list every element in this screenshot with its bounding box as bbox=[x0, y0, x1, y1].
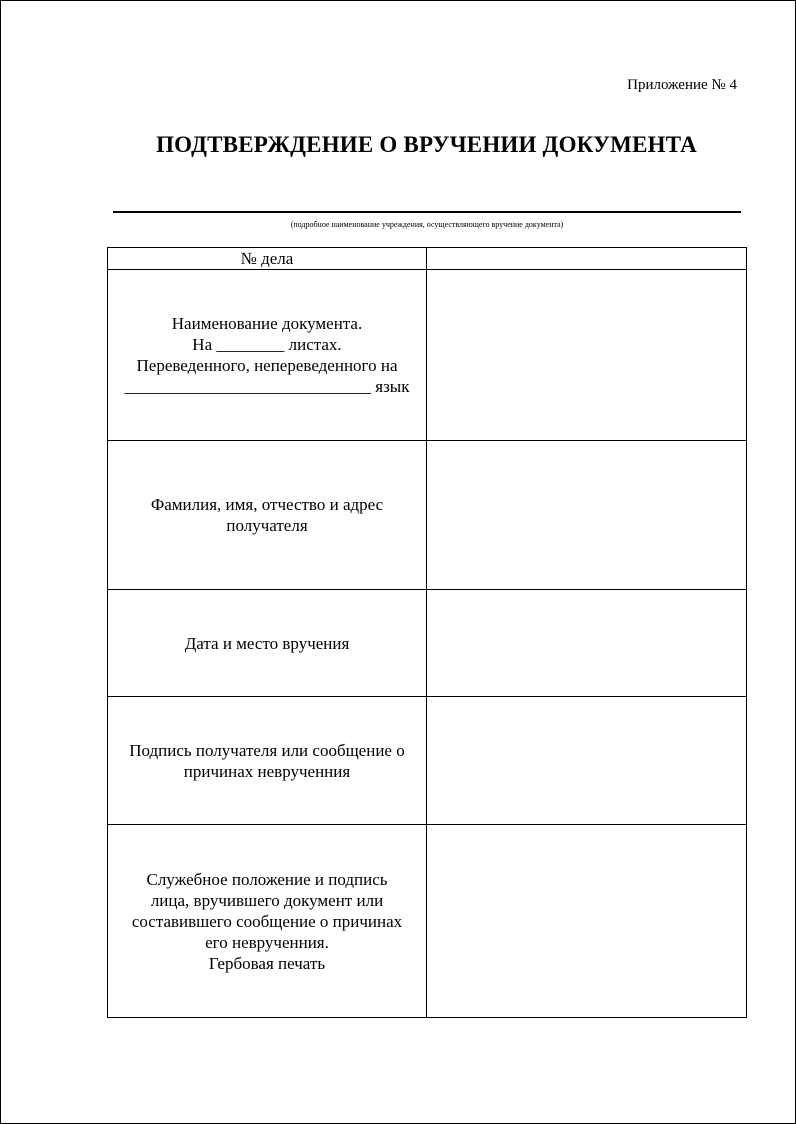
organization-caption: (подробное наименование учреждения, осуществляющего вручение документа) bbox=[290, 220, 564, 229]
document-name-label: Наименование документа. bbox=[171, 314, 363, 333]
signature-label-line2: причинах неврученния bbox=[183, 761, 351, 781]
document-value-cell[interactable] bbox=[427, 270, 747, 441]
table-row-case-number bbox=[108, 248, 747, 270]
official-label-line3: составившего сообщение о причинах bbox=[131, 911, 403, 931]
document-label-cell bbox=[108, 270, 427, 441]
official-value-cell[interactable] bbox=[427, 825, 747, 1018]
case-number-value-cell[interactable] bbox=[427, 248, 747, 270]
official-seal-label: Гербовая печать bbox=[208, 953, 326, 973]
translation-label: Переведенного, непереведенного на bbox=[136, 356, 398, 375]
table-row-recipient bbox=[108, 441, 747, 590]
official-label-line2: лица, вручившего документ или bbox=[150, 890, 384, 910]
table-row-document bbox=[108, 270, 747, 441]
date-value-cell[interactable] bbox=[427, 590, 747, 697]
official-label-line4: его неврученния. bbox=[205, 932, 329, 952]
date-place-label: Дата и место вручения bbox=[184, 633, 350, 653]
table-row-date bbox=[108, 590, 747, 697]
case-number-label: № дела bbox=[108, 248, 427, 270]
recipient-label-cell bbox=[108, 441, 427, 590]
language-label: _____________________________ язык bbox=[124, 377, 410, 396]
appendix-number: Приложение № 4 bbox=[627, 77, 737, 93]
date-label-cell bbox=[108, 590, 427, 697]
official-label-cell bbox=[108, 825, 427, 1018]
sheets-count-label: На ________ листах. bbox=[192, 335, 342, 354]
table-row-signature bbox=[108, 697, 747, 825]
document-title: ПОДТВЕРЖДЕНИЕ О ВРУЧЕНИИ ДОКУМЕНТА bbox=[156, 132, 697, 157]
signature-label-cell bbox=[108, 697, 427, 825]
recipient-label-line1: Фамилия, имя, отчество и адрес bbox=[150, 495, 384, 514]
recipient-label-line2: получателя bbox=[226, 516, 308, 535]
official-label-line1: Служебное положение и подпись bbox=[146, 869, 388, 889]
signature-label-line1: Подпись получателя или сообщение о bbox=[129, 740, 405, 760]
confirmation-table bbox=[107, 247, 747, 1018]
signature-value-cell[interactable] bbox=[427, 697, 747, 825]
table-row-official bbox=[108, 825, 747, 1018]
recipient-value-cell[interactable] bbox=[427, 441, 747, 590]
organization-name-line bbox=[113, 211, 741, 213]
